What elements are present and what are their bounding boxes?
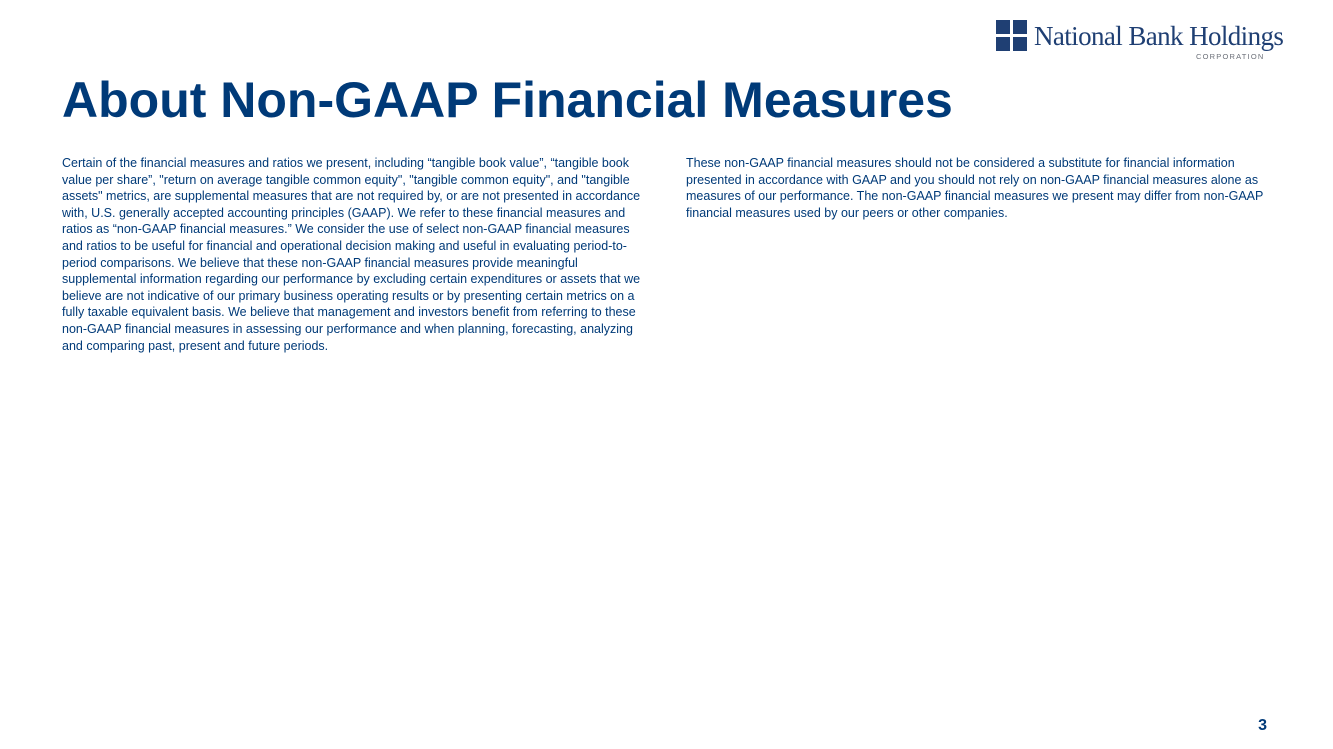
right-column-paragraph: These non-GAAP financial measures should not be considered a substitute for financial information presented in accordance with GAAP and you should not rely on non-GAAP financial measures alone as measures of our performance. The non-GAAP financial measures we present may differ from non-GAAP financial measures used by our peers or other companies.	[686, 156, 1264, 220]
page-title: About Non-GAAP Financial Measures	[62, 72, 953, 128]
logo-company-name: National Bank Holdings	[1034, 21, 1284, 51]
logo-squares-icon	[996, 20, 1027, 51]
page-number: 3	[1258, 717, 1267, 734]
company-logo	[996, 18, 1296, 62]
logo-subtitle: CORPORATION	[1196, 52, 1265, 61]
left-column-paragraph: Certain of the financial measures and ratios we present, including “tangible book value”, “tangible book value per share”, "return on average tangible common equity", "tangible common equity", and "tangible assets" metrics, are supplemental measures that are not required by, or are not presented in accordance with, U.S. generally accepted accounting principles (GAAP). We refer to these financial measures and ratios as “non-GAAP financial measures.” We consider the use of select non-GAAP financial measures and ratios to be useful for financial and operational decision making and useful in evaluating period-to-period comparisons. We believe that these non-GAAP financial measures provide meaningful supplemental information regarding our performance by excluding certain expenditures or assets that we believe are not indicative of our primary business operating results or by presenting certain metrics on a fully taxable equivalent basis. We believe that management and investors benefit from referring to these non-GAAP financial measures in assessing our performance and when planning, forecasting, analyzing and comparing past, present and future periods.	[62, 156, 641, 353]
